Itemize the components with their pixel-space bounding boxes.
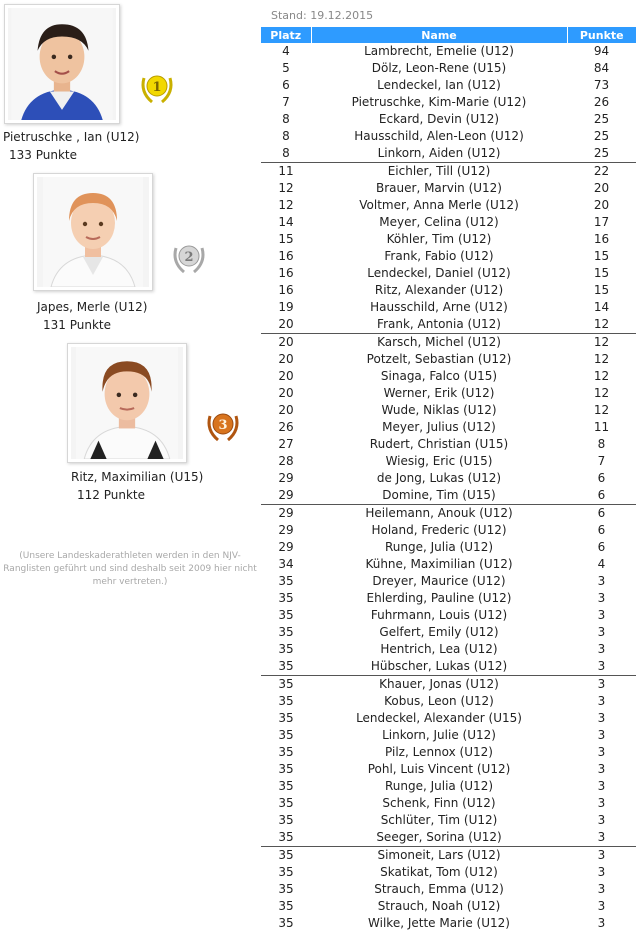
- rank-cell: 11: [261, 163, 311, 181]
- rank-cell: 20: [261, 334, 311, 352]
- table-row: [261, 111, 636, 128]
- rank-cell: 35: [278, 694, 294, 708]
- silver-medal-icon: [168, 236, 210, 278]
- rank-cell: 8: [282, 129, 290, 143]
- svg-text:2: 2: [184, 250, 194, 265]
- child-portrait-image: [8, 8, 116, 120]
- name-cell: Lambrecht, Emelie (U12): [364, 44, 514, 58]
- rank-cell: 20: [278, 386, 294, 400]
- points-cell: 6: [597, 471, 606, 485]
- points-cell: 20: [593, 198, 610, 212]
- table-row: [261, 539, 636, 556]
- ranking-table: [261, 27, 636, 932]
- rank-cell: 20: [278, 369, 294, 383]
- table-row: [261, 299, 636, 316]
- table-header-row: [261, 27, 636, 43]
- table-row: [261, 915, 636, 932]
- table-row: [261, 453, 636, 470]
- rank-cell: 35: [278, 659, 294, 673]
- table-row: [261, 829, 636, 847]
- name-cell: Frank, Antonia (U12): [377, 317, 501, 331]
- points-cell: 3: [597, 762, 606, 776]
- rank-cell: 16: [278, 266, 294, 280]
- name-cell: Meyer, Celina (U12): [379, 215, 499, 229]
- rank-cell: 35: [278, 625, 294, 639]
- rank-cell: 6: [282, 78, 290, 92]
- rank-cell: 8: [282, 112, 290, 126]
- table-row: [261, 710, 636, 727]
- rank-cell: 35: [278, 762, 294, 776]
- rank-cell: 35: [278, 574, 294, 588]
- points-cell: 17: [593, 215, 610, 229]
- points-cell: 3: [597, 711, 606, 725]
- table-row: [261, 77, 636, 94]
- name-cell: Kobus, Leon (U12): [384, 694, 494, 708]
- points-cell: 25: [593, 112, 610, 126]
- name-cell: Seeger, Sorina (U12): [376, 830, 502, 844]
- points-cell: 3: [597, 745, 606, 759]
- table-row: [261, 522, 636, 539]
- name-cell: Hausschild, Alen-Leon (U12): [354, 129, 524, 143]
- name-cell: Meyer, Julius (U12): [382, 420, 496, 434]
- points-cell: 22: [567, 163, 636, 181]
- table-row: [261, 864, 636, 881]
- points-cell: 6: [597, 523, 606, 537]
- table-row: [261, 487, 636, 505]
- name-cell: Lendeckel, Daniel (U12): [367, 266, 511, 280]
- name-cell: Pilz, Lennox (U12): [385, 745, 493, 759]
- table-row: [261, 624, 636, 641]
- rank-cell: 20: [278, 317, 294, 331]
- name-cell: Strauch, Emma (U12): [374, 882, 504, 896]
- points-cell: 8: [597, 437, 606, 451]
- rank-cell: 19: [278, 300, 294, 314]
- table-row: [261, 727, 636, 744]
- name-cell: Hübscher, Lukas (U12): [370, 659, 508, 673]
- table-row: [261, 385, 636, 402]
- name-cell: Domine, Tim (U15): [382, 488, 496, 502]
- table-row: [261, 898, 636, 915]
- points-cell: 3: [597, 694, 606, 708]
- name-cell: Pohl, Luis Vincent (U12): [367, 762, 511, 776]
- name-cell: Voltmer, Anna Merle (U12): [359, 198, 519, 212]
- table-row: [261, 658, 636, 676]
- header-punkte: Punkte: [567, 27, 636, 43]
- points-cell: 3: [597, 591, 606, 605]
- name-cell: Dölz, Leon-Rene (U15): [371, 61, 507, 75]
- points-cell: 3: [597, 899, 606, 913]
- table-row: [261, 847, 636, 865]
- rank-cell: 35: [278, 779, 294, 793]
- table-row: [261, 505, 636, 523]
- bronze-medal-icon: [202, 404, 244, 446]
- points-cell: 15: [593, 249, 610, 263]
- rank-cell: 28: [278, 454, 294, 468]
- rank-cell: 35: [261, 676, 311, 694]
- table-row: [261, 282, 636, 299]
- rank-cell: 4: [282, 44, 290, 58]
- points-cell: 11: [593, 420, 610, 434]
- rank-cell: 29: [278, 488, 294, 502]
- points-cell: 12: [593, 317, 610, 331]
- table-row: [261, 795, 636, 812]
- squad-note: (Unsere Landeskaderathleten werden in den NJV-Ranglisten geführt und sind deshalb seit 2009 hier nicht mehr vertreten.): [3, 551, 257, 587]
- rank-cell: 35: [278, 745, 294, 759]
- table-row: [261, 761, 636, 778]
- points-cell: 6: [567, 505, 636, 523]
- name-cell: Lendeckel, Ian (U12): [377, 78, 501, 92]
- points-cell: 3: [597, 916, 606, 930]
- name-cell: Schlüter, Tim (U12): [380, 813, 498, 827]
- points-cell: 3: [597, 813, 606, 827]
- table-row: [261, 556, 636, 573]
- points-cell: 12: [593, 386, 610, 400]
- table-row: [261, 693, 636, 710]
- name-cell: Heilemann, Anouk (U12): [311, 505, 567, 523]
- points-cell: 6: [597, 540, 606, 554]
- table-row: [261, 197, 636, 214]
- points-cell: 26: [593, 95, 610, 109]
- name-cell: Werner, Erik (U12): [383, 386, 495, 400]
- rank-cell: 35: [278, 882, 294, 896]
- name-cell: Schenk, Finn (U12): [382, 796, 496, 810]
- name-cell: Potzelt, Sebastian (U12): [366, 352, 512, 366]
- name-cell: Pietruschke, Kim-Marie (U12): [351, 95, 527, 109]
- rank-cell: 14: [278, 215, 294, 229]
- table-row: [261, 436, 636, 453]
- rank-cell: 15: [278, 232, 294, 246]
- name-cell: Hausschild, Arne (U12): [370, 300, 508, 314]
- points-cell: 3: [567, 676, 636, 694]
- rank-cell: 35: [278, 899, 294, 913]
- name-cell: Eckard, Devin (U12): [378, 112, 500, 126]
- table-row: [261, 128, 636, 145]
- rank-cell: 29: [278, 540, 294, 554]
- points-cell: 20: [593, 181, 610, 195]
- rank-cell: 35: [278, 591, 294, 605]
- table-row: [261, 368, 636, 385]
- rank-cell: 27: [278, 437, 294, 451]
- rank-cell: 34: [278, 557, 294, 571]
- svg-text:1: 1: [152, 80, 162, 95]
- points-cell: 3: [597, 625, 606, 639]
- rank-cell: 8: [282, 146, 290, 160]
- name-cell: Lendeckel, Alexander (U15): [356, 711, 522, 725]
- child-portrait-image: [37, 177, 149, 287]
- table-row: [261, 470, 636, 487]
- rank-cell: 35: [278, 642, 294, 656]
- name-cell: Linkorn, Julie (U12): [382, 728, 496, 742]
- points-cell: 3: [567, 847, 636, 865]
- rank-cell: 20: [278, 403, 294, 417]
- name-cell: Gelfert, Emily (U12): [379, 625, 499, 639]
- points-cell: 73: [593, 78, 610, 92]
- winner-1-points: 133 Punkte: [9, 148, 77, 162]
- table-row: [261, 573, 636, 590]
- points-cell: 3: [597, 728, 606, 742]
- name-cell: Dreyer, Maurice (U12): [372, 574, 506, 588]
- table-row: [261, 778, 636, 795]
- rank-cell: 35: [278, 830, 294, 844]
- table-row: [261, 265, 636, 282]
- points-cell: 3: [597, 642, 606, 656]
- table-row: [261, 231, 636, 248]
- winner-2-points: 131 Punkte: [43, 318, 111, 332]
- points-cell: 25: [593, 146, 610, 160]
- name-cell: Runge, Julia (U12): [384, 540, 494, 554]
- winner-3-photo: [67, 343, 187, 463]
- table-row: [261, 60, 636, 77]
- header-name: Name: [311, 27, 567, 43]
- table-row: [261, 419, 636, 436]
- rank-cell: 26: [278, 420, 294, 434]
- points-cell: 12: [567, 334, 636, 352]
- rank-cell: 5: [282, 61, 290, 75]
- name-cell: Linkorn, Aiden (U12): [377, 146, 501, 160]
- rank-cell: 35: [278, 916, 294, 930]
- name-cell: Runge, Julia (U12): [384, 779, 494, 793]
- points-cell: 94: [593, 44, 610, 58]
- table-body: [261, 43, 636, 932]
- points-cell: 15: [593, 266, 610, 280]
- rank-cell: 35: [278, 865, 294, 879]
- winner-1-name: Pietruschke , Ian (U12): [3, 130, 140, 144]
- points-cell: 3: [597, 830, 606, 844]
- rank-cell: 16: [278, 249, 294, 263]
- name-cell: Sinaga, Falco (U15): [380, 369, 498, 383]
- rank-cell: 35: [278, 711, 294, 725]
- rank-cell: 16: [278, 283, 294, 297]
- points-cell: 16: [593, 232, 610, 246]
- table-row: [261, 641, 636, 658]
- winner-2-photo: [33, 173, 153, 291]
- table-row: [261, 163, 636, 181]
- points-cell: 4: [597, 557, 606, 571]
- podium-panel: [0, 0, 262, 929]
- points-cell: 12: [593, 369, 610, 383]
- points-cell: 14: [593, 300, 610, 314]
- header-platz: Platz: [261, 27, 311, 43]
- table-row: [261, 812, 636, 829]
- table-row: [261, 316, 636, 334]
- points-cell: 3: [597, 779, 606, 793]
- winner-2-name: Japes, Merle (U12): [37, 300, 148, 314]
- gold-medal-icon: [136, 66, 178, 108]
- name-cell: Wilke, Jette Marie (U12): [368, 916, 510, 930]
- name-cell: de Jong, Lukas (U12): [376, 471, 502, 485]
- points-cell: 12: [593, 352, 610, 366]
- name-cell: Khauer, Jonas (U12): [311, 676, 567, 694]
- points-cell: 6: [597, 488, 606, 502]
- rank-cell: 35: [278, 813, 294, 827]
- table-row: [261, 43, 636, 60]
- table-row: [261, 590, 636, 607]
- table-row: [261, 334, 636, 352]
- points-cell: 84: [593, 61, 610, 75]
- stand-date: Stand: 19.12.2015: [271, 9, 374, 22]
- table-row: [261, 214, 636, 231]
- points-cell: 3: [597, 796, 606, 810]
- table-row: [261, 145, 636, 163]
- name-cell: Fuhrmann, Louis (U12): [370, 608, 508, 622]
- name-cell: Strauch, Noah (U12): [377, 899, 501, 913]
- name-cell: Brauer, Marvin (U12): [376, 181, 502, 195]
- table-row: [261, 881, 636, 898]
- table-row: [261, 744, 636, 761]
- winner-3-name: Ritz, Maximilian (U15): [71, 470, 204, 484]
- table-row: [261, 180, 636, 197]
- name-cell: Simoneit, Lars (U12): [311, 847, 567, 865]
- points-cell: 3: [597, 574, 606, 588]
- points-cell: 3: [597, 659, 606, 673]
- winner-3-points: 112 Punkte: [77, 488, 145, 502]
- rank-cell: 29: [278, 471, 294, 485]
- name-cell: Holand, Frederic (U12): [371, 523, 507, 537]
- name-cell: Wiesig, Eric (U15): [385, 454, 493, 468]
- rank-cell: 35: [261, 847, 311, 865]
- points-cell: 3: [597, 608, 606, 622]
- table-row: [261, 248, 636, 265]
- rank-cell: 20: [278, 352, 294, 366]
- rank-cell: 29: [278, 523, 294, 537]
- name-cell: Karsch, Michel (U12): [311, 334, 567, 352]
- name-cell: Skatikat, Tom (U12): [380, 865, 498, 879]
- points-cell: 3: [597, 882, 606, 896]
- points-cell: 3: [597, 865, 606, 879]
- rank-cell: 29: [261, 505, 311, 523]
- name-cell: Köhler, Tim (U12): [386, 232, 492, 246]
- name-cell: Frank, Fabio (U12): [384, 249, 494, 263]
- name-cell: Wude, Niklas (U12): [381, 403, 497, 417]
- table-row: [261, 402, 636, 419]
- points-cell: 12: [593, 403, 610, 417]
- rank-cell: 12: [278, 181, 294, 195]
- name-cell: Rudert, Christian (U15): [369, 437, 509, 451]
- child-portrait-image: [71, 347, 183, 459]
- rank-cell: 12: [278, 198, 294, 212]
- name-cell: Eichler, Till (U12): [311, 163, 567, 181]
- table-row: [261, 607, 636, 624]
- rank-cell: 35: [278, 608, 294, 622]
- name-cell: Kühne, Maximilian (U12): [365, 557, 513, 571]
- name-cell: Ritz, Alexander (U12): [374, 283, 504, 297]
- name-cell: Ehlerding, Pauline (U12): [366, 591, 512, 605]
- points-cell: 7: [597, 454, 606, 468]
- points-cell: 15: [593, 283, 610, 297]
- svg-text:3: 3: [218, 418, 228, 433]
- table-row: [261, 94, 636, 111]
- points-cell: 25: [593, 129, 610, 143]
- winner-1-photo: [4, 4, 120, 124]
- rank-cell: 35: [278, 796, 294, 810]
- name-cell: Hentrich, Lea (U12): [380, 642, 498, 656]
- rank-cell: 7: [282, 95, 290, 109]
- table-row: [261, 676, 636, 694]
- table-row: [261, 351, 636, 368]
- rank-cell: 35: [278, 728, 294, 742]
